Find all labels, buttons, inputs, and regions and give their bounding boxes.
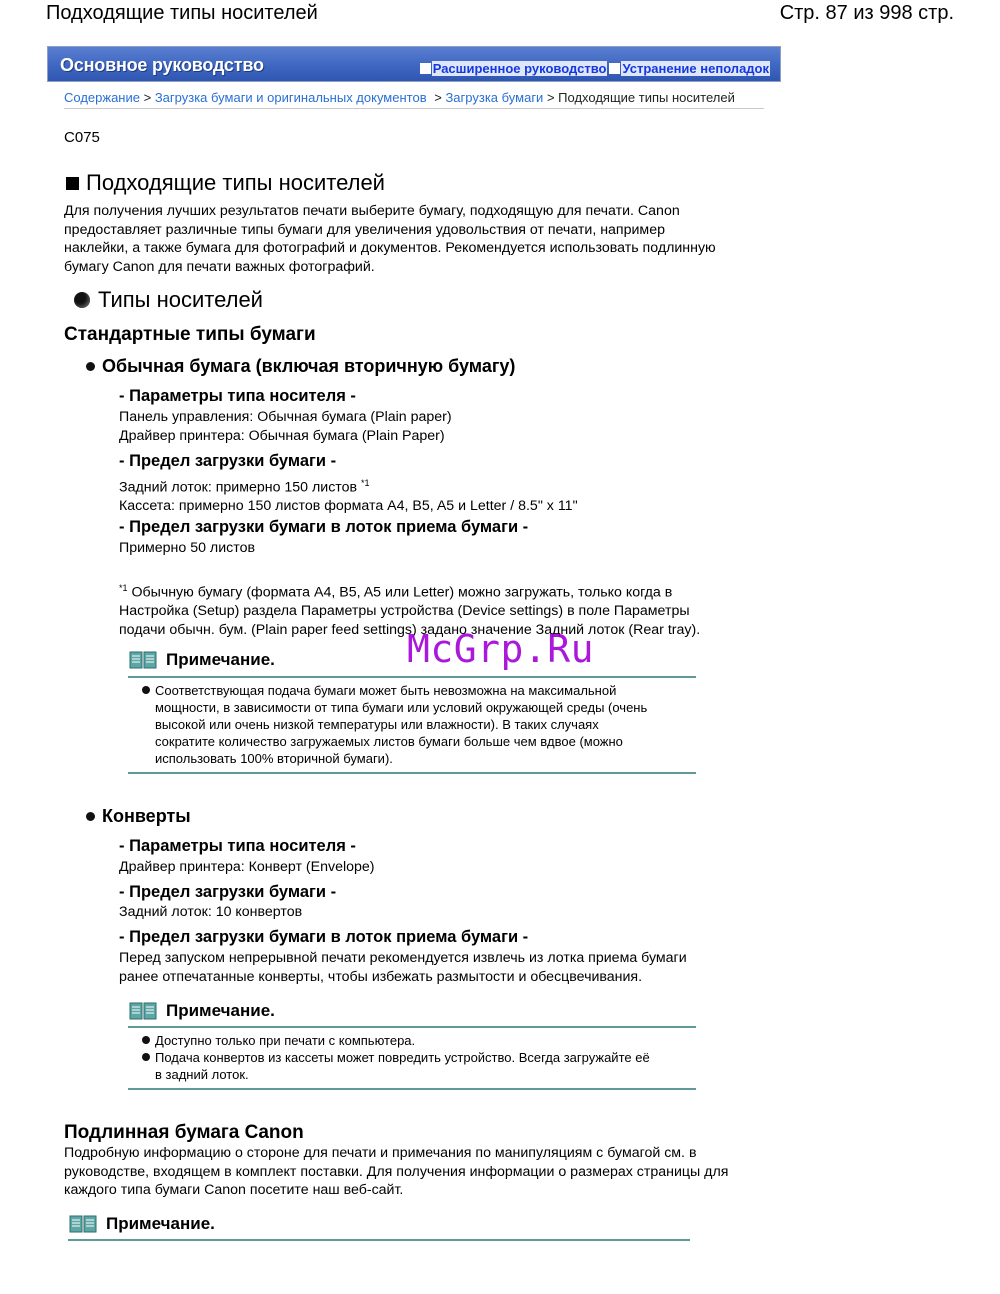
intro-line: предоставляет различные типы бумаги для увеличения удовольствия от печати, например — [64, 221, 665, 238]
breadcrumb-current: Подходящие типы носителей — [558, 90, 735, 105]
intro-line: бумагу Canon для печати важных фотографий. — [64, 258, 375, 275]
breadcrumb-separator: > — [546, 90, 555, 105]
breadcrumb — [64, 90, 764, 109]
plain-paper-heading — [86, 356, 515, 377]
envelopes-heading-text: Конверты — [102, 806, 191, 826]
breadcrumb-loading-paper-link[interactable]: Загрузка бумаги — [445, 90, 544, 105]
tab-troubleshooting-label: Устранение неполадок — [622, 61, 769, 76]
page-header-title: Подходящие типы носителей — [46, 2, 318, 24]
tab-advanced-guide[interactable] — [420, 61, 608, 76]
bullet-icon — [142, 1053, 150, 1061]
tray-line: ранее отпечатанные конверты, чтобы избежать размытости и обесцвечивания. — [119, 968, 643, 985]
note-line: в задний лоток. — [155, 1067, 249, 1082]
envelopes-heading — [86, 806, 191, 827]
note-divider — [128, 1026, 696, 1028]
intro-paragraph — [64, 202, 784, 276]
envelope-params-heading: - Параметры типа носителя - — [119, 837, 356, 855]
footnote-line: Настройка (Setup) раздела Параметры устройства (Device settings) в поле Параметры — [119, 603, 690, 620]
limit-line: Кассета: примерно 150 листов формата A4, B5, A5 и Letter / 8.5" x 11" — [119, 498, 578, 515]
note-line: Соответствующая подача бумаги может быть невозможна на максимальной — [155, 683, 617, 698]
plain-tray: Примерно 50 листов — [119, 540, 256, 556]
note-divider — [128, 1088, 696, 1090]
genuine-line: руководстве, входящем в комплект поставки. Для получения информации о размерах страницы для — [64, 1163, 729, 1180]
genuine-line: каждого типа бумаги Canon посетите наш веб-сайт. — [64, 1182, 404, 1198]
envelope-limit-heading: - Предел загрузки бумаги - — [119, 883, 337, 901]
footnote-line: Обычную бумагу (формата A4, B5, A5 или Letter) можно загружать, только когда в — [131, 584, 673, 601]
breadcrumb-separator: > — [434, 90, 442, 105]
note-item — [142, 1049, 650, 1083]
note-divider — [68, 1239, 690, 1241]
plain-limit — [119, 474, 578, 516]
param-line: Панель управления: Обычная бумага (Plain paper) — [119, 409, 452, 425]
note-line: Доступно только при печати с компьютера. — [155, 1033, 416, 1048]
tab-troubleshooting[interactable] — [609, 61, 770, 76]
note-line: высокой или очень низкой температуры или влажности). В таких случаях — [155, 717, 599, 732]
banner-title: Основное руководство — [60, 55, 264, 75]
footnote-marker: *1 — [119, 583, 128, 593]
bullet-icon — [86, 362, 95, 371]
envelope-params: Драйвер принтера: Конверт (Envelope) — [119, 859, 375, 875]
envelope-limit: Задний лоток: 10 конвертов — [119, 904, 303, 920]
note-title — [69, 1214, 215, 1234]
breadcrumb-contents-link[interactable]: Содержание — [64, 90, 140, 105]
envelope-tray-heading: - Предел загрузки бумаги в лоток приема бумаги - — [119, 928, 529, 946]
tab-square-icon — [420, 63, 431, 74]
intro-line: Для получения лучших результатов печати выберите бумагу, подходящую для печати. Canon — [64, 203, 680, 219]
note-item — [142, 1032, 415, 1049]
plain-params — [119, 408, 452, 445]
banner-tabs — [420, 61, 770, 76]
limit-line: Задний лоток: примерно 150 листов — [119, 479, 358, 496]
book-icon — [129, 1001, 157, 1021]
genuine-line: Подробную информацию о стороне для печати и примечания по манипуляциям с бумагой см. в — [64, 1145, 697, 1161]
breadcrumb-separator: > — [143, 90, 152, 105]
tab-advanced-guide-label: Расширенное руководство — [432, 61, 607, 76]
note-line: сократите количество загружаемых листов бумаги больше чем вдвое (можно — [155, 734, 623, 749]
breadcrumb-loading-docs-link[interactable]: Загрузка бумаги и оригинальных документов — [154, 90, 427, 105]
note-divider — [128, 772, 696, 774]
envelope-tray — [119, 949, 759, 986]
note-line: Подача конвертов из кассеты может повредить устройство. Всегда загружайте её — [155, 1050, 650, 1065]
bullet-icon — [86, 812, 95, 821]
plain-tray-heading: - Предел загрузки бумаги в лоток приема бумаги - — [119, 518, 529, 536]
plain-params-heading: - Параметры типа носителя - — [119, 387, 356, 405]
genuine-paper-text — [64, 1144, 784, 1200]
page-code: C075 — [64, 129, 100, 146]
footnote-marker: *1 — [361, 478, 370, 488]
book-icon — [129, 650, 157, 670]
plain-limit-heading: - Предел загрузки бумаги - — [119, 452, 337, 470]
note-line: мощности, в зависимости от типа бумаги или условий окружающей среды (очень — [155, 700, 648, 715]
note-title — [129, 1001, 275, 1021]
standard-types-heading: Стандартные типы бумаги — [64, 324, 316, 345]
note-title-text: Примечание. — [106, 1214, 215, 1233]
intro-line: наклейки, а также бумага для фотографий и документов. Рекомендуется использовать подлинную — [64, 240, 716, 256]
square-bullet-icon — [66, 177, 79, 190]
section-media-types-text: Типы носителей — [98, 287, 263, 312]
bullet-icon — [142, 1036, 150, 1044]
tray-line: Перед запуском непрерывной печати рекомендуется извлечь из лотка приема бумаги — [119, 950, 687, 966]
bullet-icon — [142, 686, 150, 694]
page-counter: Стр. 87 из 998 стр. — [779, 2, 954, 24]
plain-paper-heading-text: Обычная бумага (включая вторичную бумагу) — [102, 356, 516, 376]
note-title-text: Примечание. — [166, 650, 275, 669]
page-title-text: Подходящие типы носителей — [86, 170, 385, 195]
note-line: использовать 100% вторичной бумаги). — [155, 751, 393, 766]
manual-banner — [47, 46, 781, 82]
genuine-paper-heading: Подлинная бумага Canon — [64, 1122, 304, 1143]
note-divider — [128, 676, 696, 678]
section-media-types — [74, 287, 263, 313]
note-item — [142, 682, 647, 767]
round-bullet-icon — [74, 292, 90, 308]
param-line: Драйвер принтера: Обычная бумага (Plain Paper) — [119, 427, 445, 444]
page-title — [66, 170, 385, 196]
note-title — [129, 650, 275, 670]
note-title-text: Примечание. — [166, 1001, 275, 1020]
book-icon — [69, 1214, 97, 1234]
tab-square-icon — [609, 63, 620, 74]
footnote-line: подачи обычн. бум. (Plain paper feed settings) задано значение Задний лоток (Rear tray). — [119, 621, 701, 638]
watermark: McGrp.Ru — [407, 627, 595, 671]
